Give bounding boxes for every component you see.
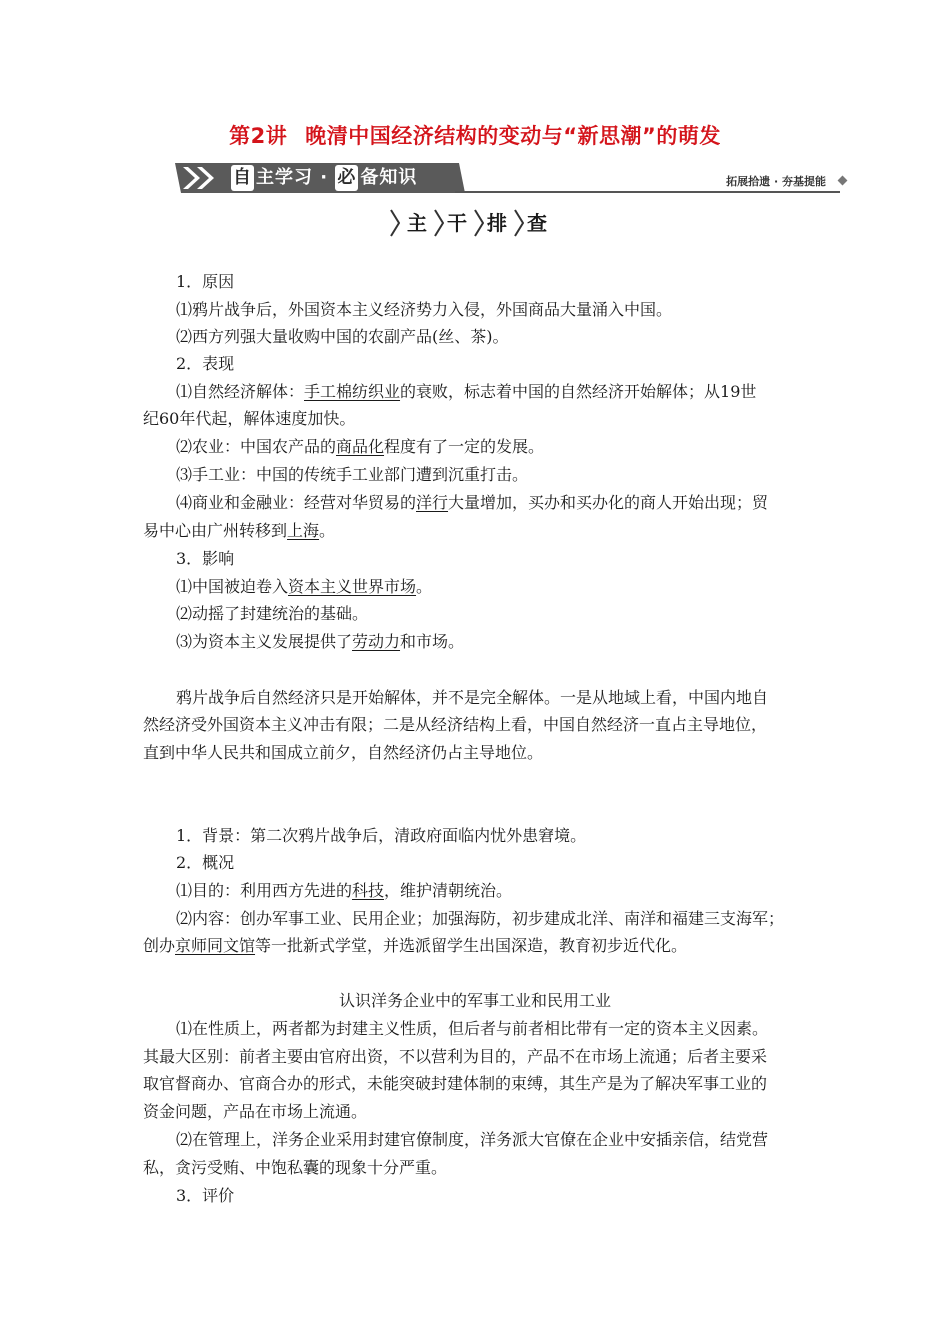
- body-line: 资金问题，产品在市场上流通。: [143, 1102, 368, 1121]
- banner-char-zi: 自: [231, 165, 254, 191]
- banner-rule: [455, 191, 840, 193]
- key-term: 科技: [352, 881, 385, 900]
- body-line: ⑴目的：利用西方先进的科技，维护清朝统治。: [176, 881, 513, 900]
- body-line: ⑴鸦片战争后，外国资本主义经济势力入侵，外国商品大量涌入中国。: [176, 300, 673, 319]
- body-line: 然经济受外国资本主义冲击有限；二是从经济结构上看，中国自然经济一直占主导地位，: [143, 715, 768, 734]
- key-term: 手工棉纺织业: [304, 382, 401, 401]
- body-line: 取官督商办、官商合办的形式，未能突破封建体制的束缚，其生产是为了解决军事工业的: [143, 1074, 768, 1093]
- key-term: 洋行: [416, 493, 449, 512]
- body-line: 直到中华人民共和国成立前夕，自然经济仍占主导地位。: [143, 743, 544, 762]
- body-line: 1．背景：第二次鸦片战争后，清政府面临内忧外患窘境。: [176, 826, 587, 845]
- lesson-number: 第2讲: [229, 124, 288, 148]
- body-line: ⑵西方列强大量收购中国的农副产品(丝、茶)。: [176, 327, 509, 346]
- body-line: ⑵在管理上，洋务企业采用封建官僚制度，洋务派大官僚在企业中安插亲信，结党营: [176, 1130, 769, 1149]
- key-term: 上海: [287, 521, 320, 540]
- subsection-char-2: 干: [447, 211, 467, 235]
- note-heading: 认识洋务企业中的军事工业和民用工业: [338, 991, 611, 1010]
- subsection-char-4: 查: [527, 211, 547, 235]
- subsection-header: [390, 206, 560, 240]
- banner-char-bi: 必: [335, 165, 358, 191]
- body-line: 3．评价: [176, 1186, 235, 1205]
- body-line: 2．概况: [176, 853, 235, 872]
- body-line: ⑵动摇了封建统治的基础。: [176, 604, 369, 623]
- key-term: 资本主义世界市场: [288, 577, 417, 596]
- body-line: 鸦片战争后自然经济只是开始解体，并不是完全解体。一是从地域上看，中国内地自: [176, 688, 769, 707]
- body-line: 易中心由广州转移到上海。: [143, 521, 336, 540]
- body-line: ⑷商业和金融业：经营对华贸易的洋行大量增加，买办和买办化的商人开始出现；贸: [176, 493, 769, 512]
- body-line: ⑵农业：中国农产品的商品化程度有了一定的发展。: [176, 437, 545, 456]
- key-term: 劳动力: [352, 632, 401, 651]
- body-line: ⑴中国被迫卷入资本主义世界市场。: [176, 577, 433, 596]
- chevron-right-icon: [390, 208, 400, 238]
- body-line: ⑵内容：创办军事工业、民用企业；加强海防，初步建成北洋、南洋和福建三支海军；: [176, 909, 785, 928]
- body-line: ⑶手工业：中国的传统手工业部门遭到沉重打击。: [176, 465, 529, 484]
- banner-title: [231, 165, 417, 191]
- key-term: 京师同文馆: [175, 936, 256, 955]
- body-line: ⑴在性质上，两者都为封建主义性质，但后者与前者相比带有一定的资本主义因素。: [176, 1019, 769, 1038]
- banner-right-caption: 拓展拾遗 · 夯基提能: [726, 175, 826, 188]
- banner-text-part1: 主学习 ·: [256, 167, 336, 188]
- body-line: ⑴自然经济解体：手工棉纺织业的衰败，标志着中国的自然经济开始解体；从19世: [176, 382, 757, 401]
- body-line: 纪60年代起，解体速度加快。: [143, 409, 356, 428]
- body-line: 2．表现: [176, 354, 235, 373]
- key-term: 商品化: [336, 437, 385, 456]
- subsection-char-3: 排: [487, 211, 507, 235]
- lesson-title: [0, 120, 950, 150]
- diamond-icon: [838, 176, 848, 186]
- section-banner: [175, 163, 850, 195]
- banner-text-part2: 备知识: [360, 167, 418, 188]
- subsection-char-1: 主: [407, 211, 427, 235]
- body-line: 1．原因: [176, 272, 235, 291]
- body-line: ⑶为资本主义发展提供了劳动力和市场。: [176, 632, 465, 651]
- lesson-title-text: 晚清中国经济结构的变动与“新思潮”的萌发: [305, 124, 721, 148]
- body-line: 私，贪污受贿、中饱私囊的现象十分严重。: [143, 1158, 448, 1177]
- body-line: 其最大区别：前者主要由官府出资，不以营利为目的，产品不在市场上流通；后者主要采: [143, 1047, 768, 1066]
- body-line: 创办京师同文馆等一批新式学堂，并选派留学生出国深造，教育初步近代化。: [143, 936, 688, 955]
- body-line: 3．影响: [176, 549, 235, 568]
